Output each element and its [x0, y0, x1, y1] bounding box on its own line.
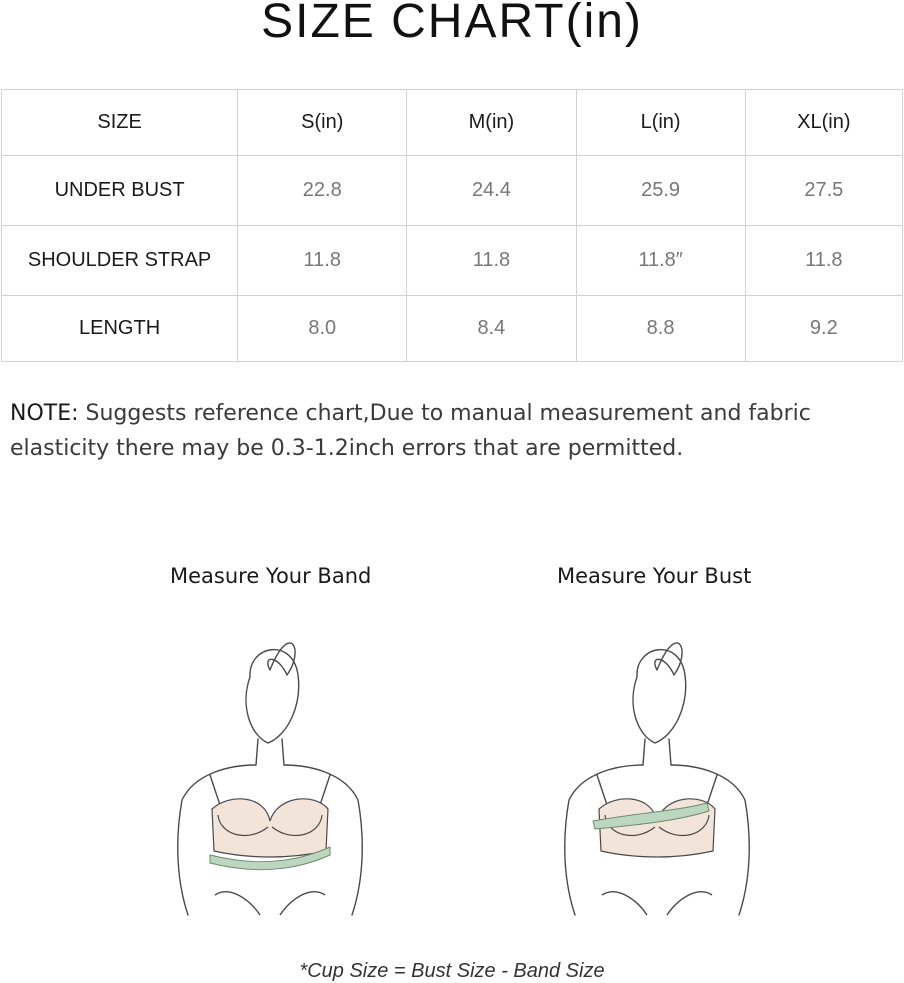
header-cell: M(in) [407, 90, 576, 156]
header-cell: L(in) [576, 90, 745, 156]
table-row [2, 156, 903, 226]
cup-size-footnote: *Cup Size = Bust Size - Band Size [299, 960, 605, 982]
table-cell: 11.8 [407, 226, 576, 296]
table-row [2, 226, 903, 296]
table-cell: 25.9 [576, 156, 745, 226]
table-cell: 22.8 [238, 156, 407, 226]
table-cell: 11.8 [238, 226, 407, 296]
table-cell: 8.4 [407, 296, 576, 362]
header-cell: SIZE [2, 90, 238, 156]
table-cell: 11.8 [745, 226, 902, 296]
measure-bust-illustration [557, 615, 757, 925]
table-cell: 27.5 [745, 156, 902, 226]
bust-measure-label: Measure Your Bust [557, 564, 752, 588]
table-header-row [2, 90, 903, 156]
note-text: Suggests reference chart,Due to manual measurement and fabric elasticity there may be 0.3-1.2inch errors that are permitted. [10, 401, 811, 461]
row-label: SHOULDER STRAP [2, 226, 238, 296]
table-cell: 11.8″ [576, 226, 745, 296]
table-cell: 24.4 [407, 156, 576, 226]
table-row [2, 296, 903, 362]
table-cell: 8.8 [576, 296, 745, 362]
table-cell: 9.2 [745, 296, 902, 362]
table-cell: 8.0 [238, 296, 407, 362]
band-measure-label: Measure Your Band [170, 564, 372, 588]
header-cell: XL(in) [745, 90, 902, 156]
note-label: NOTE: [10, 401, 79, 426]
size-table [1, 89, 903, 362]
header-cell: S(in) [238, 90, 407, 156]
row-label: UNDER BUST [2, 156, 238, 226]
row-label: LENGTH [2, 296, 238, 362]
page-title: SIZE CHART(in) [261, 0, 643, 48]
measure-band-illustration [170, 615, 370, 925]
measurement-note [10, 396, 870, 466]
